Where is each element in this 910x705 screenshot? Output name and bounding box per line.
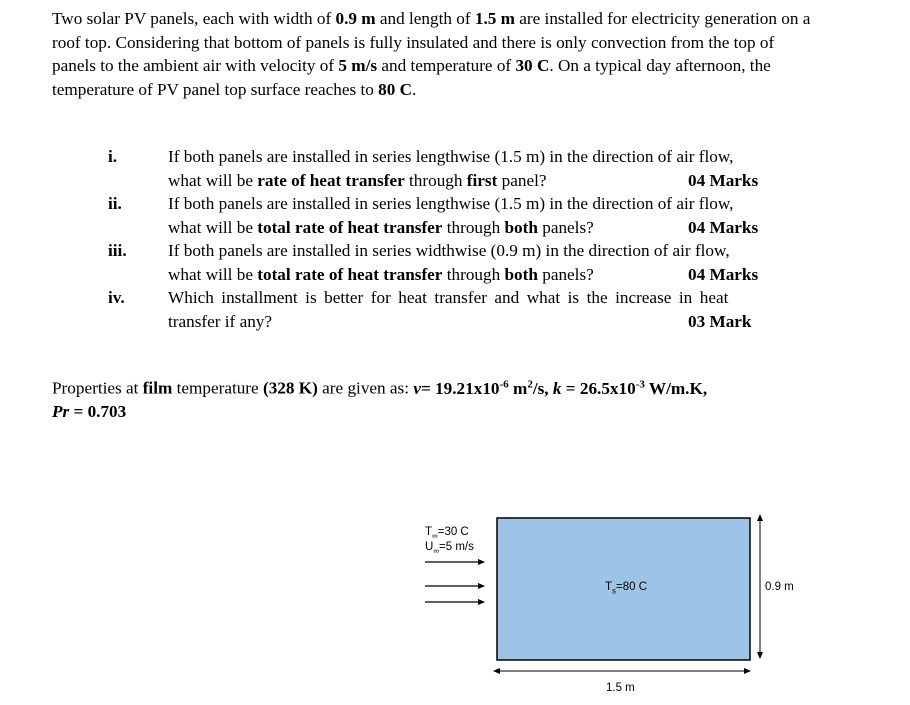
question-number: ii. xyxy=(108,194,122,213)
intro-text-1: Two solar PV panels, each with width of xyxy=(52,9,336,28)
length-dimension-label: 1.5 m xyxy=(606,682,635,694)
air-temperature: 30 C xyxy=(515,56,550,75)
question-number: iii. xyxy=(108,241,127,260)
marks-label: 04 Marks xyxy=(688,170,759,190)
intro-text-2: and length of xyxy=(375,9,475,28)
question-line-1: If both panels are installed in series widthwise (0.9 m) in the direction of air flow, xyxy=(168,241,730,260)
marks-label: 04 Marks xyxy=(688,264,759,284)
question-number: i. xyxy=(108,147,118,166)
width-dimension-label: 0.9 m xyxy=(765,581,794,593)
film-temperature: (328 K) xyxy=(262,378,318,398)
intro-text-6: . xyxy=(412,79,417,99)
intro-text-3: are installed for electricity generation on a roof top. Considering that bottom of panels is fully insulated and there is only convection from the top of panels to the ambient air with velocity of xyxy=(52,9,811,75)
ambient-temp-label: $T_\infty=30$ C xyxy=(425,526,469,541)
surface-temp-label: $T_s=80$ C xyxy=(605,581,648,596)
question-line-2: transfer if any? xyxy=(168,311,273,331)
question-line-2: what will be rate of heat transfer through first panel? xyxy=(168,170,547,190)
panel-width: 0.9 m xyxy=(335,9,376,28)
surface-temperature: 80 C xyxy=(378,79,413,99)
intro-text-4: and temperature of xyxy=(377,56,516,75)
intro-text-5: . On a typical day afternoon, the temperature of PV panel top surface reaches to xyxy=(52,56,771,99)
marks-label: 04 Marks xyxy=(688,217,759,237)
marks-label: 03 Mark xyxy=(688,311,752,331)
panel-length: 1.5 m xyxy=(474,9,515,28)
question-line-1: If both panels are installed in series lengthwise (1.5 m) in the direction of air flow, xyxy=(168,194,734,213)
kinematic-viscosity: $\nu= 19.21x10^{-6}$ $m^2/s$, $k = 26.5x10^{-3}$ W/m.K, xyxy=(413,378,708,398)
properties-statement: Properties at film temperature (328 K) are given as: $\nu= 19.21x10^{-6}$ $m^2/s$, $k = 26.5x10^{-3}$ W/m.K, Pr = 0.703 xyxy=(52,378,708,422)
film-word: film xyxy=(142,378,173,398)
question-number: iv. xyxy=(108,288,125,307)
prandtl-number: Pr = 0.703 xyxy=(52,402,127,422)
question-line-2: what will be total rate of heat transfer through both panels? xyxy=(168,264,594,284)
question-line-1: Which installment is better for heat transfer and what is the increase in heat xyxy=(168,288,729,307)
air-velocity: 5 m/s xyxy=(338,56,378,75)
question-line-1: If both panels are installed in series lengthwise (1.5 m) in the direction of air flow, xyxy=(168,147,734,166)
velocity-label: $U_\infty=5$ m/s xyxy=(425,541,474,556)
question-line-2: what will be total rate of heat transfer through both panels? xyxy=(168,217,594,237)
